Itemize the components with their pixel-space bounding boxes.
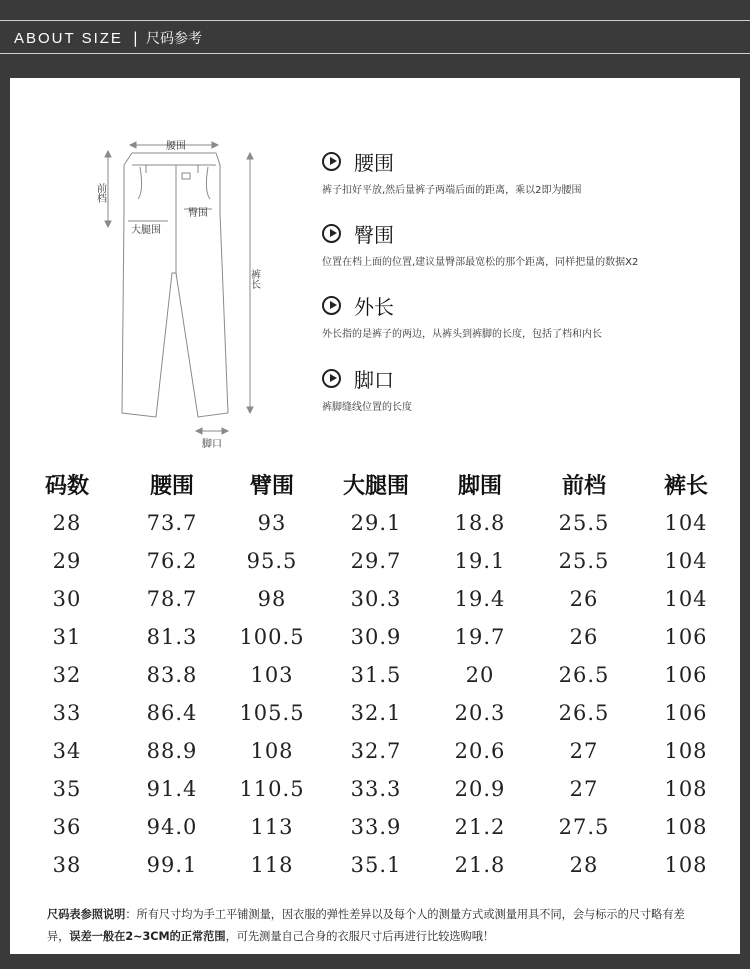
table-header-cell: 脚围 (457, 472, 502, 499)
header-title-en: ABOUT SIZE (14, 29, 123, 47)
table-cell: 26 (569, 625, 599, 649)
table-cell: 29 (52, 549, 82, 573)
table-header-cell: 大腿围 (342, 472, 409, 499)
table-cell: 28 (569, 853, 599, 877)
table-cell: 108 (664, 739, 708, 763)
table-cell: 25.5 (558, 549, 610, 573)
table-cell: 32.7 (350, 739, 402, 763)
label-hip: 臀围 (188, 208, 208, 219)
table-header-cell: 码数 (44, 472, 89, 499)
table-cell: 108 (664, 853, 708, 877)
feature-title: 腰围 (354, 150, 394, 175)
table-cell: 78.7 (146, 587, 198, 611)
feature-desc: 位置在档上面的位置,建议量臀部最宽松的那个距离，同样把量的数据X2 (322, 257, 639, 268)
table-row (10, 656, 740, 694)
table-cell: 36 (52, 815, 82, 839)
size-table (10, 464, 740, 884)
label-thigh: 大腿围 (131, 225, 161, 236)
table-cell: 31.5 (350, 663, 402, 687)
label-rise: 前档 (94, 183, 106, 203)
table-cell: 35 (52, 777, 82, 801)
feature-hip (322, 220, 722, 268)
table-cell: 30 (52, 587, 82, 611)
table-cell: 106 (664, 701, 708, 725)
table-row (10, 808, 740, 846)
header-title-cn: 尺码参考 (145, 31, 202, 47)
table-cell: 34 (52, 739, 82, 763)
table-row (10, 504, 740, 542)
table-cell: 25.5 (558, 511, 610, 535)
table-row (10, 618, 740, 656)
note-text: ：所有尺寸均为手工平铺测量，因衣服的弹性差异以及每个人的测量方式或测量用具不同，会与标示的尺寸略有差异， (47, 908, 685, 943)
table-cell: 21.2 (454, 815, 506, 839)
feature-title: 臀围 (354, 222, 394, 247)
note-label: 尺码表参照说明 (47, 908, 126, 921)
table-cell: 93 (257, 511, 287, 535)
table-cell: 38 (52, 853, 82, 877)
table-row (10, 542, 740, 580)
feature-title: 脚口 (354, 367, 394, 392)
table-cell: 27 (569, 777, 599, 801)
table-cell: 33.9 (350, 815, 402, 839)
table-cell: 104 (664, 549, 708, 573)
table-row (10, 732, 740, 770)
feature-desc: 裤脚缝线位置的长度 (322, 402, 412, 413)
table-cell: 73.7 (146, 511, 198, 535)
note-emphasis: 误差一般在2~3CM的正常范围 (69, 930, 226, 943)
table-cell: 35.1 (350, 853, 402, 877)
table-cell: 19.7 (454, 625, 506, 649)
table-cell: 26 (569, 587, 599, 611)
table-cell: 19.1 (454, 549, 506, 573)
section-header (14, 26, 202, 50)
table-row (10, 694, 740, 732)
table-cell: 30.3 (350, 587, 402, 611)
table-cell: 98 (257, 587, 287, 611)
table-cell: 105.5 (239, 701, 305, 725)
table-cell: 29.1 (350, 511, 402, 535)
table-cell: 27 (569, 739, 599, 763)
size-note (47, 904, 707, 948)
pants-illustration (80, 133, 290, 453)
play-icon (322, 224, 341, 243)
table-cell: 32 (52, 663, 82, 687)
table-cell: 28 (52, 511, 82, 535)
table-header-cell: 裤长 (663, 472, 708, 499)
table-body (10, 504, 740, 884)
feature-title: 外长 (354, 294, 394, 319)
table-cell: 94.0 (146, 815, 198, 839)
play-icon (322, 152, 341, 171)
table-cell: 103 (250, 663, 294, 687)
table-row (10, 770, 740, 808)
note-text-end: ，可先测量自己合身的衣服尺寸后再进行比较选购哦！ (225, 930, 495, 943)
header-separator: | (132, 29, 138, 47)
pants-diagram (80, 133, 290, 453)
table-cell: 104 (664, 511, 708, 535)
play-icon (322, 369, 341, 388)
table-cell: 108 (664, 815, 708, 839)
table-cell: 83.8 (146, 663, 198, 687)
feature-desc: 裤子扣好平放,然后量裤子两端后面的距离，乘以2即为腰围 (322, 185, 582, 196)
size-card (10, 78, 740, 954)
table-cell: 106 (664, 663, 708, 687)
table-cell: 100.5 (239, 625, 305, 649)
table-cell: 32.1 (350, 701, 402, 725)
table-cell: 31 (52, 625, 82, 649)
play-icon (322, 296, 341, 315)
table-cell: 33 (52, 701, 82, 725)
table-cell: 20 (465, 663, 495, 687)
table-row (10, 846, 740, 884)
table-cell: 104 (664, 587, 708, 611)
table-header-cell: 前档 (561, 472, 606, 499)
feature-waist (322, 148, 722, 196)
table-header-cell: 臂围 (249, 472, 294, 499)
table-cell: 26.5 (558, 701, 610, 725)
table-cell: 20.9 (454, 777, 506, 801)
table-cell: 27.5 (558, 815, 610, 839)
feature-desc: 外长指的是裤子的两边，从裤头到裤脚的长度，包括了档和内长 (322, 329, 602, 340)
label-hem: 脚口 (202, 439, 222, 450)
table-cell: 19.4 (454, 587, 506, 611)
table-cell: 106 (664, 625, 708, 649)
table-cell: 21.8 (454, 853, 506, 877)
table-cell: 30.9 (350, 625, 402, 649)
table-cell: 118 (250, 853, 294, 877)
table-row (10, 580, 740, 618)
feature-outseam (322, 292, 722, 340)
table-cell: 110.5 (239, 777, 305, 801)
table-cell: 99.1 (146, 853, 198, 877)
table-cell: 108 (250, 739, 294, 763)
table-header-row (10, 464, 740, 504)
top-divider (0, 20, 750, 21)
table-cell: 20.3 (454, 701, 506, 725)
label-length: 裤长 (248, 269, 260, 289)
table-header-cell: 腰围 (149, 472, 194, 499)
table-cell: 95.5 (246, 549, 298, 573)
table-cell: 18.8 (454, 511, 506, 535)
table-cell: 113 (250, 815, 294, 839)
table-cell: 29.7 (350, 549, 402, 573)
table-cell: 26.5 (558, 663, 610, 687)
table-cell: 88.9 (146, 739, 198, 763)
table-cell: 20.6 (454, 739, 506, 763)
label-waist: 腰围 (166, 141, 186, 152)
feature-hem (322, 365, 722, 413)
table-cell: 91.4 (146, 777, 198, 801)
table-cell: 86.4 (146, 701, 198, 725)
table-cell: 76.2 (146, 549, 198, 573)
table-cell: 33.3 (350, 777, 402, 801)
table-cell: 108 (664, 777, 708, 801)
table-cell: 81.3 (146, 625, 198, 649)
header-divider (0, 53, 750, 54)
